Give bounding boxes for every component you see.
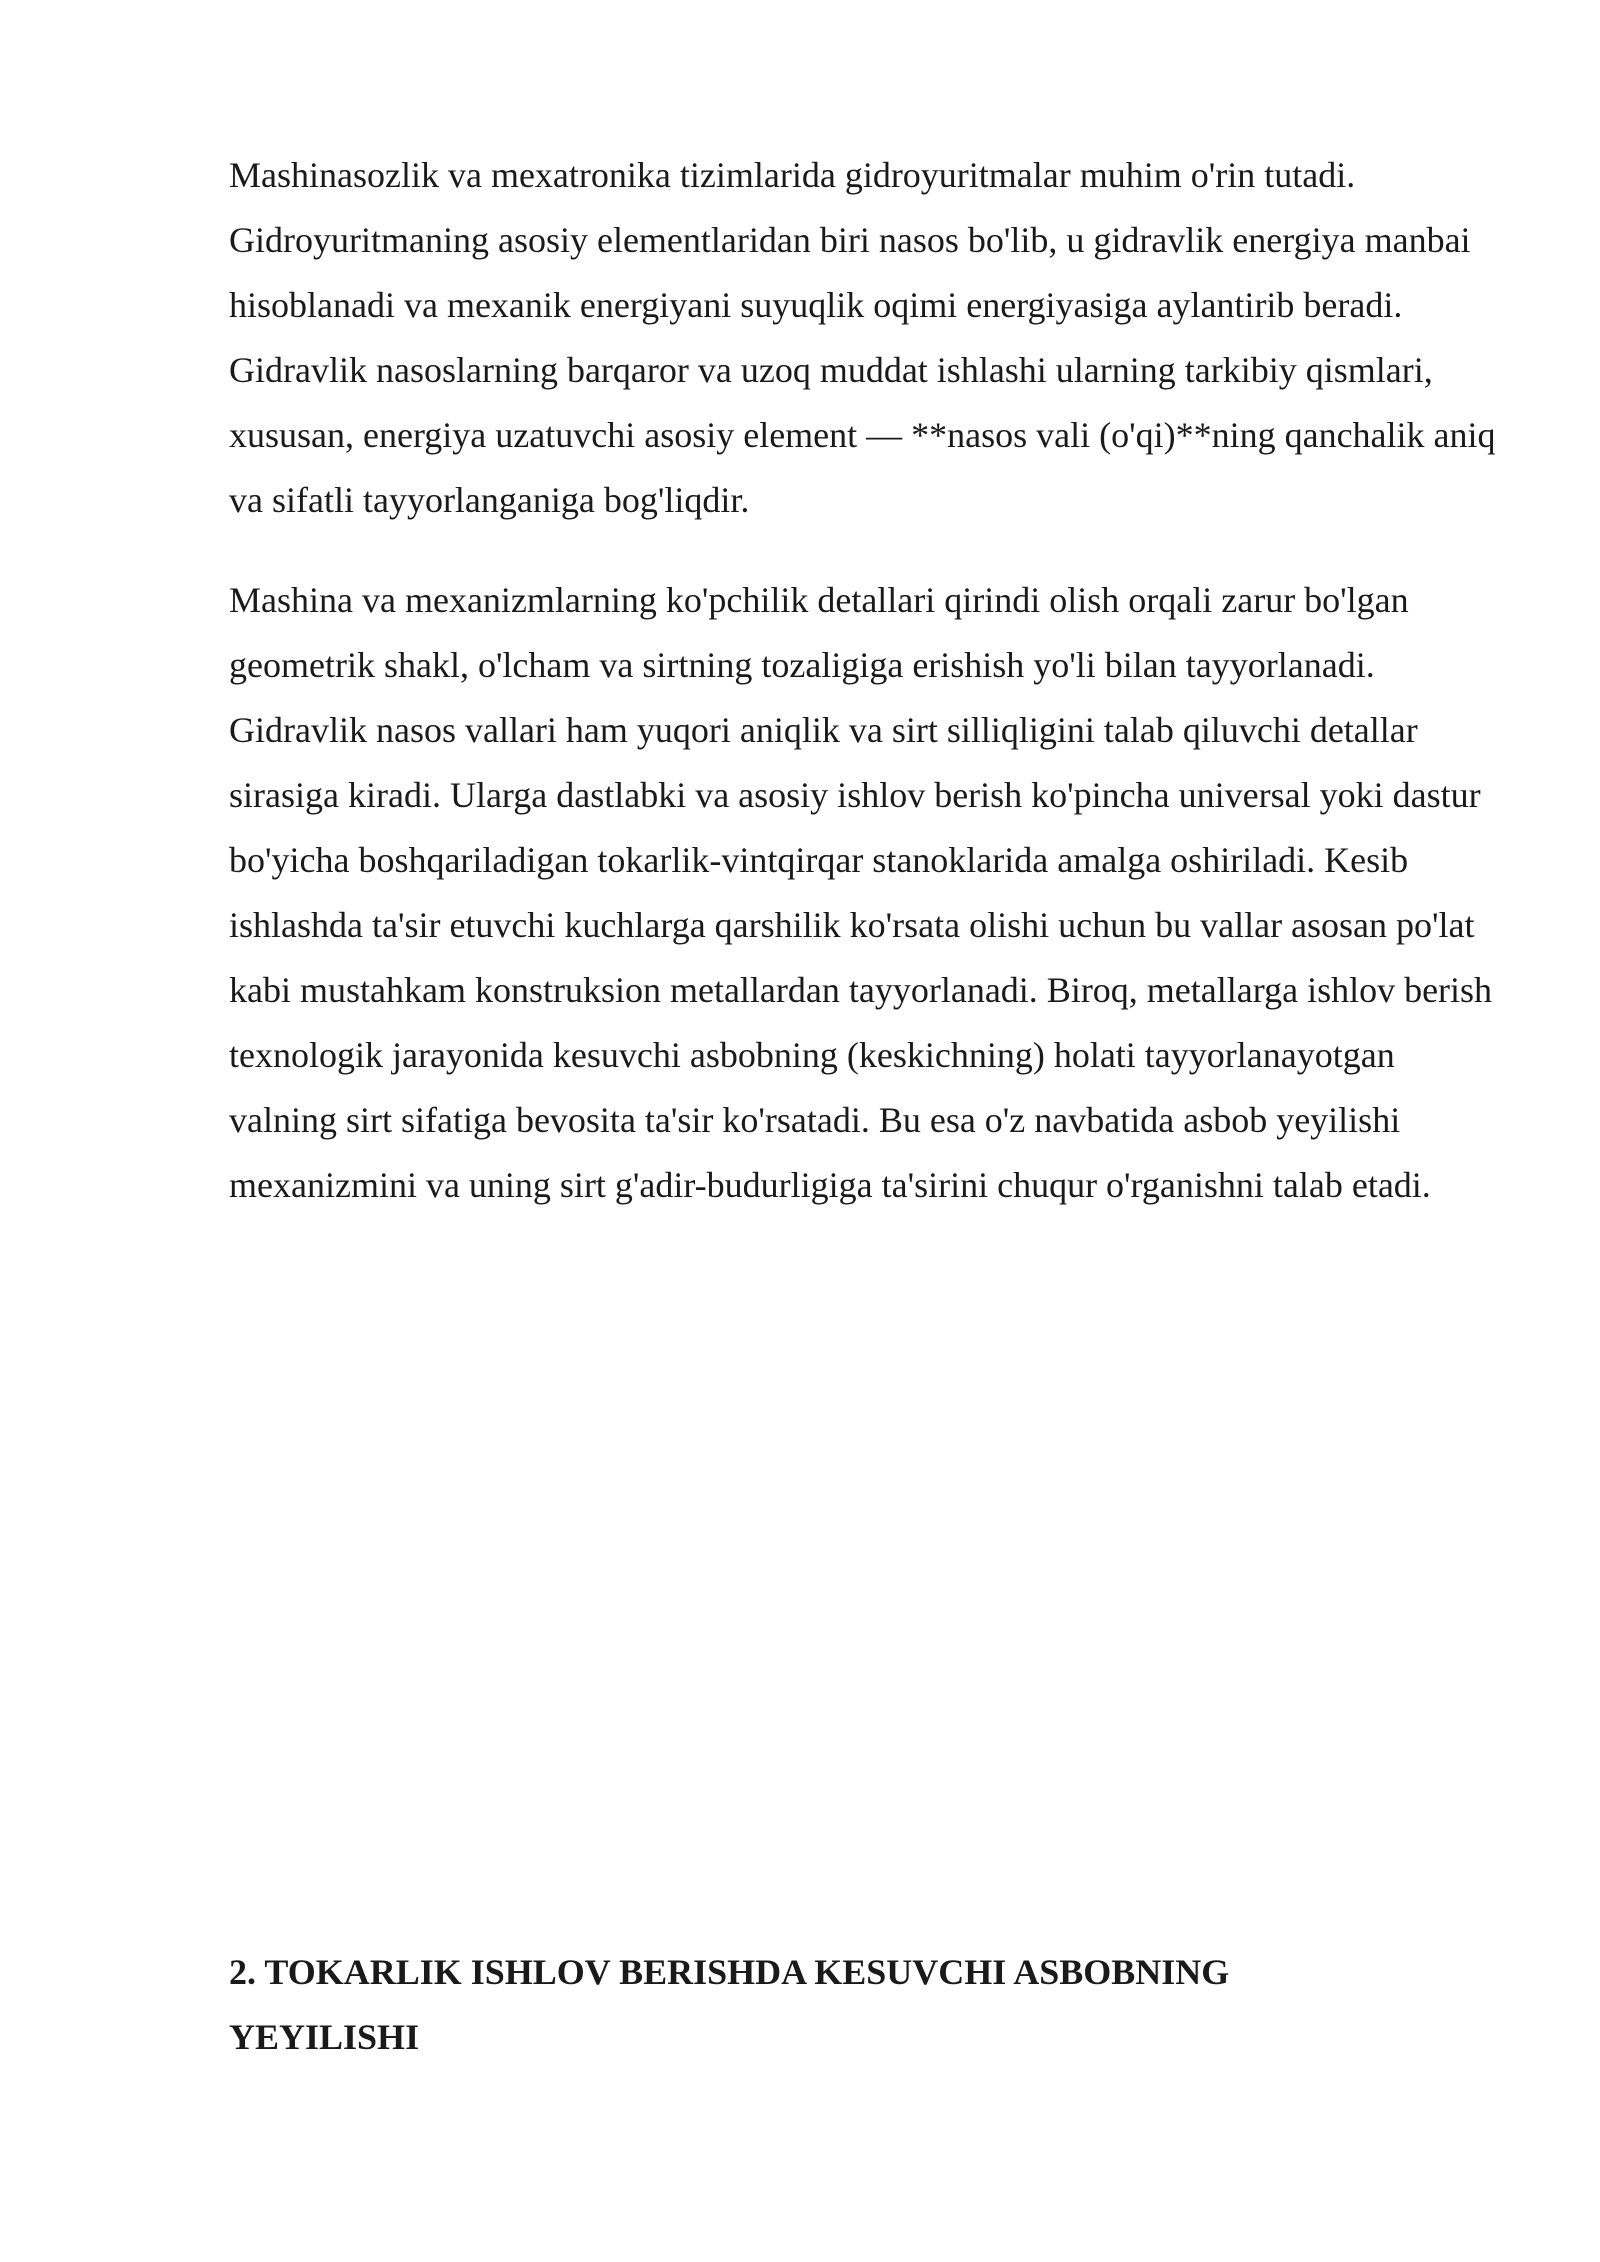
section-heading: 2. TOKARLIK ISHLOV BERISHDA KESUVCHI ASBOBNING YEYILISHI <box>229 1952 1230 2057</box>
body-paragraph-intro: Mashinasozlik va mexatronika tizimlarida gidroyuritmalar muhim o'rin tutadi. Gidroyuritmaning asosiy elementlaridan biri nasos bo'lib, u gidravlik energiya manbai hisoblanadi va mexanik energiyani suyuqlik oqimi energiyasiga aylantirib beradi. Gidravlik nasoslarning barqaror va uzoq muddat ishlashi ularning tarkibiy qismlari, xususan, energiya uzatuvchi asosiy element — **nasos vali (o'qi)**ning qanchalik aniq va sifatli tayyorlanganiga bog'liqdir. <box>229 155 1496 520</box>
body-paragraph-machining: Mashina va mexanizmlarning ko'pchilik detallari qirindi olish orqali zarur bo'lgan geometrik shakl, o'lcham va sirtning tozaligiga erishish yo'li bilan tayyorlanadi. Gidravlik nasos vallari ham yuqori aniqlik va sirt silliqligini talab qiluvchi detallar sirasiga kiradi. Ularga dastlabki va asosiy ishlov berish ko'pincha universal yoki dastur bo'yicha boshqariladigan tokarlik-vintqirqar stanoklarida amalga oshiriladi. Kesib ishlashda ta'sir etuvchi kuchlarga qarshilik ko'rsata olishi uchun bu vallar asosan po'lat kabi mustahkam konstruksion metallardan tayyorlanadi. Biroq, metallarga ishlov berish texnologik jarayonida kesuvchi asbobning (keskichning) holati tayyorlanayotgan valning sirt sifatiga bevosita ta'sir ko'rsatadi. Bu esa o'z navbatida asbob yeyilishi mexanizmini va uning sirt g'adir-budurligiga ta'sirini chuqur o'rganishni talab etadi. <box>229 580 1493 1205</box>
